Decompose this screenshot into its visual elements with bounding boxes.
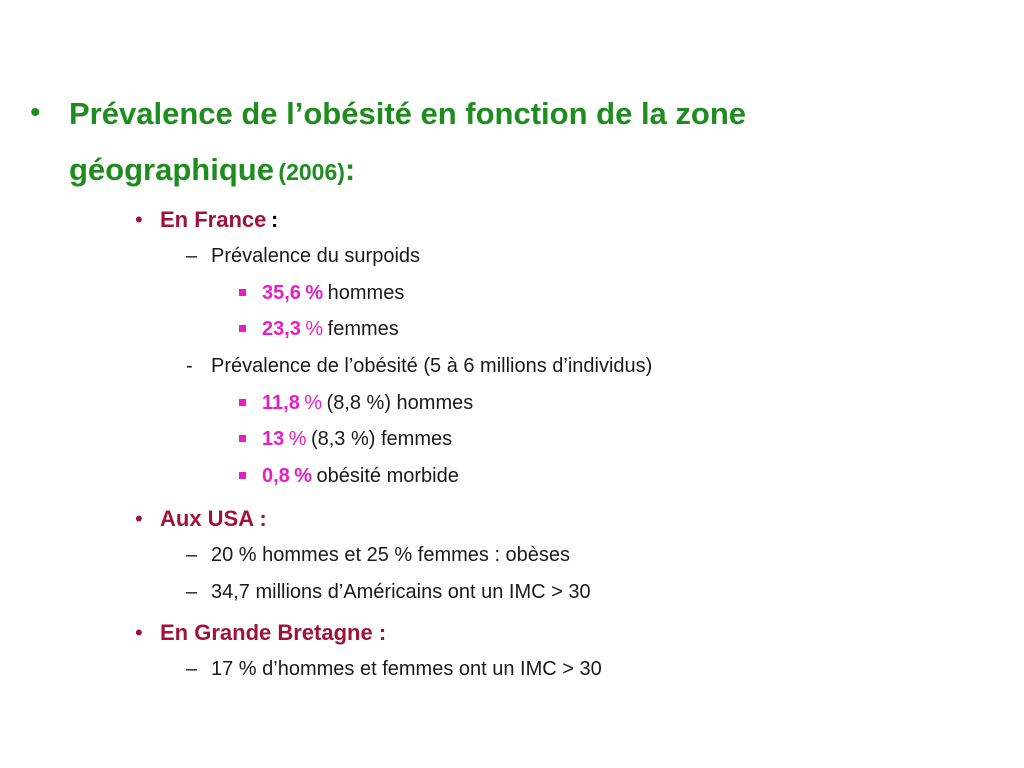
uk-item-text: 17 % d’hommes et femmes ont un IMC > 30: [211, 658, 602, 680]
title-year: (2006): [278, 159, 345, 185]
list-item: [211, 658, 602, 681]
item-label: hommes: [327, 282, 405, 304]
france-heading: [160, 207, 278, 233]
slide-title-line2: [69, 152, 355, 188]
list-item: [211, 581, 591, 604]
title-text-line2: géographique: [69, 152, 274, 187]
usa-dash: –: [186, 544, 198, 566]
title-bullet: •: [30, 96, 41, 129]
usa-item-text: 20 % hommes et 25 % femmes : obèses: [211, 544, 571, 566]
item-label: (8,8 %) hommes: [326, 392, 474, 414]
item-percent: %: [304, 392, 323, 414]
uk-label: En Grande Bretagne :: [160, 620, 387, 645]
list-item: [211, 544, 570, 567]
uk-heading: [160, 620, 386, 646]
obesite-dash: -: [186, 355, 193, 377]
square-bullet-icon: [239, 399, 246, 406]
usa-item-text: 34,7 millions d’Américains ont un IMC > 30: [211, 581, 591, 603]
slide-title-line1: [69, 96, 746, 132]
surpoids-label: Prévalence du surpoids: [211, 245, 421, 267]
france-bullet: •: [135, 207, 143, 232]
item-value: 0,8: [262, 465, 290, 487]
list-item: [262, 428, 452, 451]
square-bullet-icon: [239, 325, 246, 332]
item-percent: %: [305, 318, 324, 340]
usa-label: Aux USA :: [160, 506, 267, 531]
title-colon: :: [344, 152, 356, 187]
title-text-line1: Prévalence de l’obésité en fonction de la zone: [69, 96, 747, 131]
item-value: 13: [262, 428, 285, 450]
item-label: femmes: [327, 318, 399, 340]
list-item: [262, 465, 459, 488]
uk-bullet: •: [135, 620, 143, 645]
list-item: [262, 318, 399, 341]
item-percent: %: [305, 282, 324, 304]
item-label: (8,3 %) femmes: [310, 428, 453, 450]
usa-bullet: •: [135, 506, 143, 531]
surpoids-label-line: [211, 245, 420, 268]
obesite-label-line: [211, 355, 652, 378]
item-value: 35,6: [262, 282, 301, 304]
france-label: En France: [160, 207, 267, 232]
item-value: 11,8: [262, 392, 300, 414]
item-percent: %: [294, 465, 313, 487]
france-colon: :: [270, 207, 279, 232]
uk-dash: –: [186, 658, 198, 680]
square-bullet-icon: [239, 289, 246, 296]
surpoids-dash: –: [186, 245, 198, 267]
square-bullet-icon: [239, 472, 246, 479]
item-value: 23,3: [262, 318, 301, 340]
list-item: [262, 282, 404, 305]
usa-dash: –: [186, 581, 198, 603]
obesite-label: Prévalence de l’obésité (5 à 6 millions d’individus): [211, 355, 653, 377]
item-percent: %: [288, 428, 307, 450]
list-item: [262, 392, 473, 415]
square-bullet-icon: [239, 435, 246, 442]
usa-heading: [160, 506, 267, 532]
item-label: obésité morbide: [316, 465, 459, 487]
